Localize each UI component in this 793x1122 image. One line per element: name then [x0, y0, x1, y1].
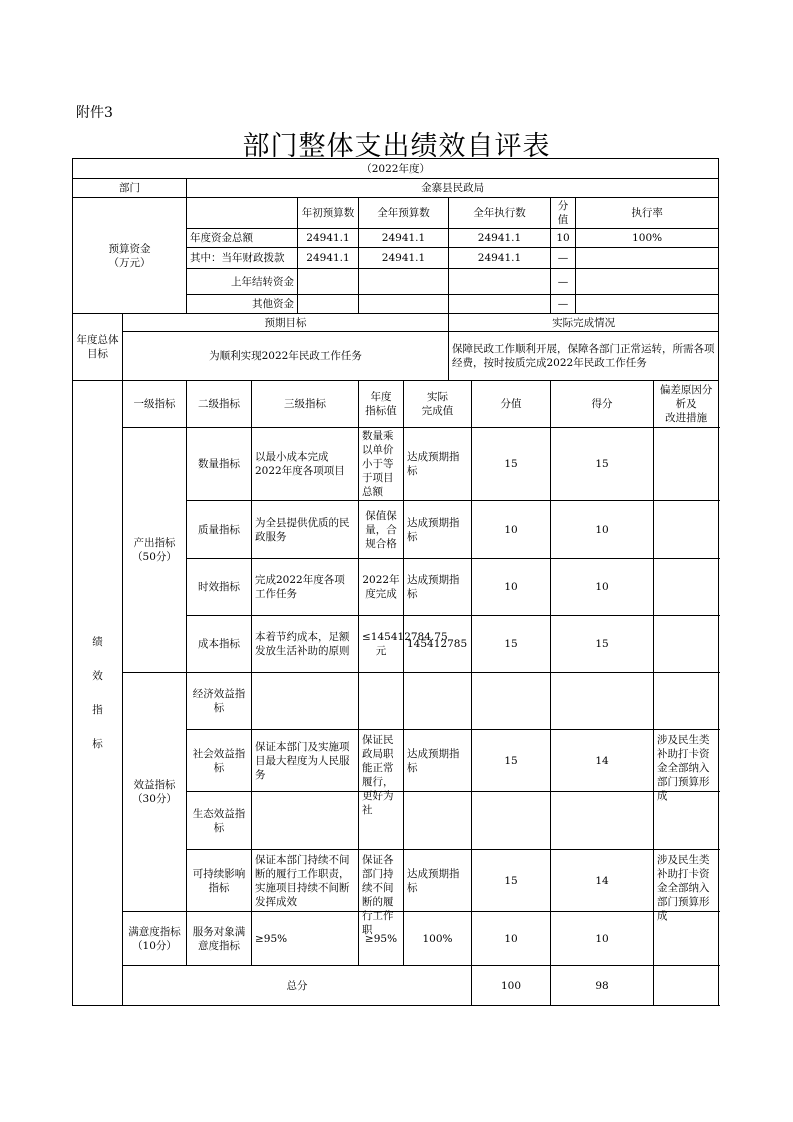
budget-label: 预算资金 （万元） — [73, 198, 187, 314]
actual-cell — [404, 792, 472, 850]
target-cell — [359, 673, 404, 730]
actual-cell: 达成预期指标 — [404, 730, 472, 792]
level3-cell — [252, 792, 359, 850]
score-cell: 10 — [551, 501, 654, 559]
level2-cell: 社会效益指标 — [187, 730, 252, 792]
actual-cell: 达成预期指标 — [404, 850, 472, 912]
budget-annual — [359, 269, 449, 295]
budget-executed — [449, 295, 551, 314]
analysis-cell — [654, 616, 719, 673]
analysis-cell — [654, 428, 719, 501]
level3-cell: 完成2022年度各项工作任务 — [252, 559, 359, 616]
budget-initial: 24941.1 — [298, 248, 359, 269]
budget-initial: 24941.1 — [298, 229, 359, 248]
budget-col-rate: 执行率 — [576, 198, 719, 229]
year-label: （2022年度） — [73, 159, 719, 179]
goals-label: 年度总体 目标 — [73, 314, 123, 381]
level2-cell: 数量指标 — [187, 428, 252, 501]
score-cell: 14 — [551, 730, 654, 792]
header-target: 年度 指标值 — [359, 381, 404, 428]
level2-cell: 质量指标 — [187, 501, 252, 559]
level3-cell: 保证本部门及实施项目最大程度为人民服务 — [252, 730, 359, 792]
budget-annual — [359, 295, 449, 314]
actual-cell: 145412785 — [404, 616, 472, 673]
header-level3: 三级指标 — [252, 381, 359, 428]
budget-rate — [576, 269, 719, 295]
budget-score-value: 10 — [551, 229, 576, 248]
indicator-row — [73, 673, 719, 730]
level2-cell: 生态效益指标 — [187, 792, 252, 850]
level3-cell — [252, 673, 359, 730]
budget-initial — [298, 269, 359, 295]
budget-col-annual: 全年预算数 — [359, 198, 449, 229]
total-score-value: 100 — [472, 966, 551, 1006]
actual-goal: 保障民政工作顺利开展，保障各部门正常运转，所需各项经费，按时按质完成2022年民政工作任务 — [449, 332, 719, 381]
level3-cell: ≥95% — [252, 912, 359, 966]
score-value-cell: 10 — [472, 912, 551, 966]
level3-cell: 以最小成本完成2022年度各项项目 — [252, 428, 359, 501]
budget-col-initial: 年初预算数 — [298, 198, 359, 229]
group-output: 产出指标 （50分） — [123, 428, 187, 673]
header-score: 得分 — [551, 381, 654, 428]
budget-col-executed: 全年执行数 — [449, 198, 551, 229]
budget-rate — [576, 248, 719, 269]
actual-cell: 达成预期指标 — [404, 559, 472, 616]
score-cell: 14 — [551, 850, 654, 912]
attachment-label: 附件3 — [76, 105, 113, 121]
header-level2: 二级指标 — [187, 381, 252, 428]
level2-cell: 时效指标 — [187, 559, 252, 616]
target-cell: 保证民政局职能正常履行，更好为社 — [359, 730, 404, 792]
total-label: 总分 — [123, 966, 472, 1006]
level2-cell: 成本指标 — [187, 616, 252, 673]
analysis-cell — [654, 559, 719, 616]
level2-cell: 经济效益指标 — [187, 673, 252, 730]
page-title: 部门整体支出绩效自评表 — [242, 131, 551, 162]
level3-cell: 本着节约成本，足额发放生活补助的原则 — [252, 616, 359, 673]
actual-cell: 达成预期指标 — [404, 501, 472, 559]
budget-executed: 24941.1 — [449, 248, 551, 269]
budget-rate: 100% — [576, 229, 719, 248]
budget-annual: 24941.1 — [359, 229, 449, 248]
score-cell: 15 — [551, 428, 654, 501]
score-value-cell: 15 — [472, 616, 551, 673]
target-cell: 保证各部门持续不间断的履行工作职 — [359, 850, 404, 912]
score-cell — [551, 792, 654, 850]
level3-cell: 为全县提供优质的民政服务 — [252, 501, 359, 559]
evaluation-table — [72, 158, 719, 1006]
dept-label: 部门 — [73, 179, 187, 198]
expected-goal-header: 预期目标 — [123, 314, 449, 332]
indicator-row — [73, 428, 719, 501]
budget-row-name: 其中：当年财政拨款 — [187, 248, 298, 269]
dept-value: 金寨县民政局 — [187, 179, 719, 198]
score-cell: 10 — [551, 912, 654, 966]
score-value-cell — [472, 673, 551, 730]
budget-row-name: 年度资金总额 — [187, 229, 298, 248]
budget-blank-header — [187, 198, 298, 229]
score-value-cell: 15 — [472, 850, 551, 912]
group-benefit: 效益指标 （30分） — [123, 673, 187, 912]
analysis-cell: 涉及民生类补助打卡资金全部纳入部门预算形成 — [654, 850, 719, 912]
total-row — [73, 966, 719, 1006]
score-value-cell — [472, 792, 551, 850]
budget-score-value: — — [551, 295, 576, 314]
budget-row-name: 上年结转资金 — [187, 269, 298, 295]
score-value-cell: 15 — [472, 730, 551, 792]
budget-annual: 24941.1 — [359, 248, 449, 269]
actual-cell: 达成预期指标 — [404, 428, 472, 501]
perf-side-label: 绩 效 指 标 — [73, 381, 123, 1006]
score-cell: 10 — [551, 559, 654, 616]
header-actual: 实际 完成值 — [404, 381, 472, 428]
total-score: 98 — [551, 966, 654, 1006]
budget-initial — [298, 295, 359, 314]
level2-cell: 可持续影响指标 — [187, 850, 252, 912]
target-cell: 数量乘以单价小于等于项目总额 — [359, 428, 404, 501]
target-cell: 保值保量，合规合格 — [359, 501, 404, 559]
score-value-cell: 15 — [472, 428, 551, 501]
header-analysis: 偏差原因分析及 改进措施 — [654, 381, 719, 428]
analysis-cell: 涉及民生类补助打卡资金全部纳入部门预算形成 — [654, 730, 719, 792]
score-cell — [551, 673, 654, 730]
group-satisfaction: 满意度指标 （10分） — [123, 912, 187, 966]
score-cell: 15 — [551, 616, 654, 673]
indicator-row — [73, 912, 719, 966]
analysis-cell — [654, 501, 719, 559]
budget-executed: 24941.1 — [449, 229, 551, 248]
analysis-cell — [654, 673, 719, 730]
actual-cell — [404, 673, 472, 730]
budget-score-value: — — [551, 269, 576, 295]
budget-row-name: 其他资金 — [187, 295, 298, 314]
level2-cell: 服务对象满意度指标 — [187, 912, 252, 966]
score-value-cell: 10 — [472, 559, 551, 616]
budget-score-value: — — [551, 248, 576, 269]
score-value-cell: 10 — [472, 501, 551, 559]
level3-cell: 保证本部门持续不间断的履行工作职责，实施项目持续不间断发挥成效 — [252, 850, 359, 912]
budget-col-score-value: 分值 — [551, 198, 576, 229]
budget-executed — [449, 269, 551, 295]
header-score-value: 分值 — [472, 381, 551, 428]
header-level1: 一级指标 — [123, 381, 187, 428]
target-cell: 2022年度完成 — [359, 559, 404, 616]
target-cell: ≥95% — [359, 912, 404, 966]
actual-goal-header: 实际完成情况 — [449, 314, 719, 332]
actual-cell: 100% — [404, 912, 472, 966]
budget-rate — [576, 295, 719, 314]
expected-goal: 为顺利实现2022年民政工作任务 — [123, 332, 449, 381]
target-cell: ≤145412784.75元 — [359, 616, 404, 673]
total-analysis — [654, 966, 719, 1006]
